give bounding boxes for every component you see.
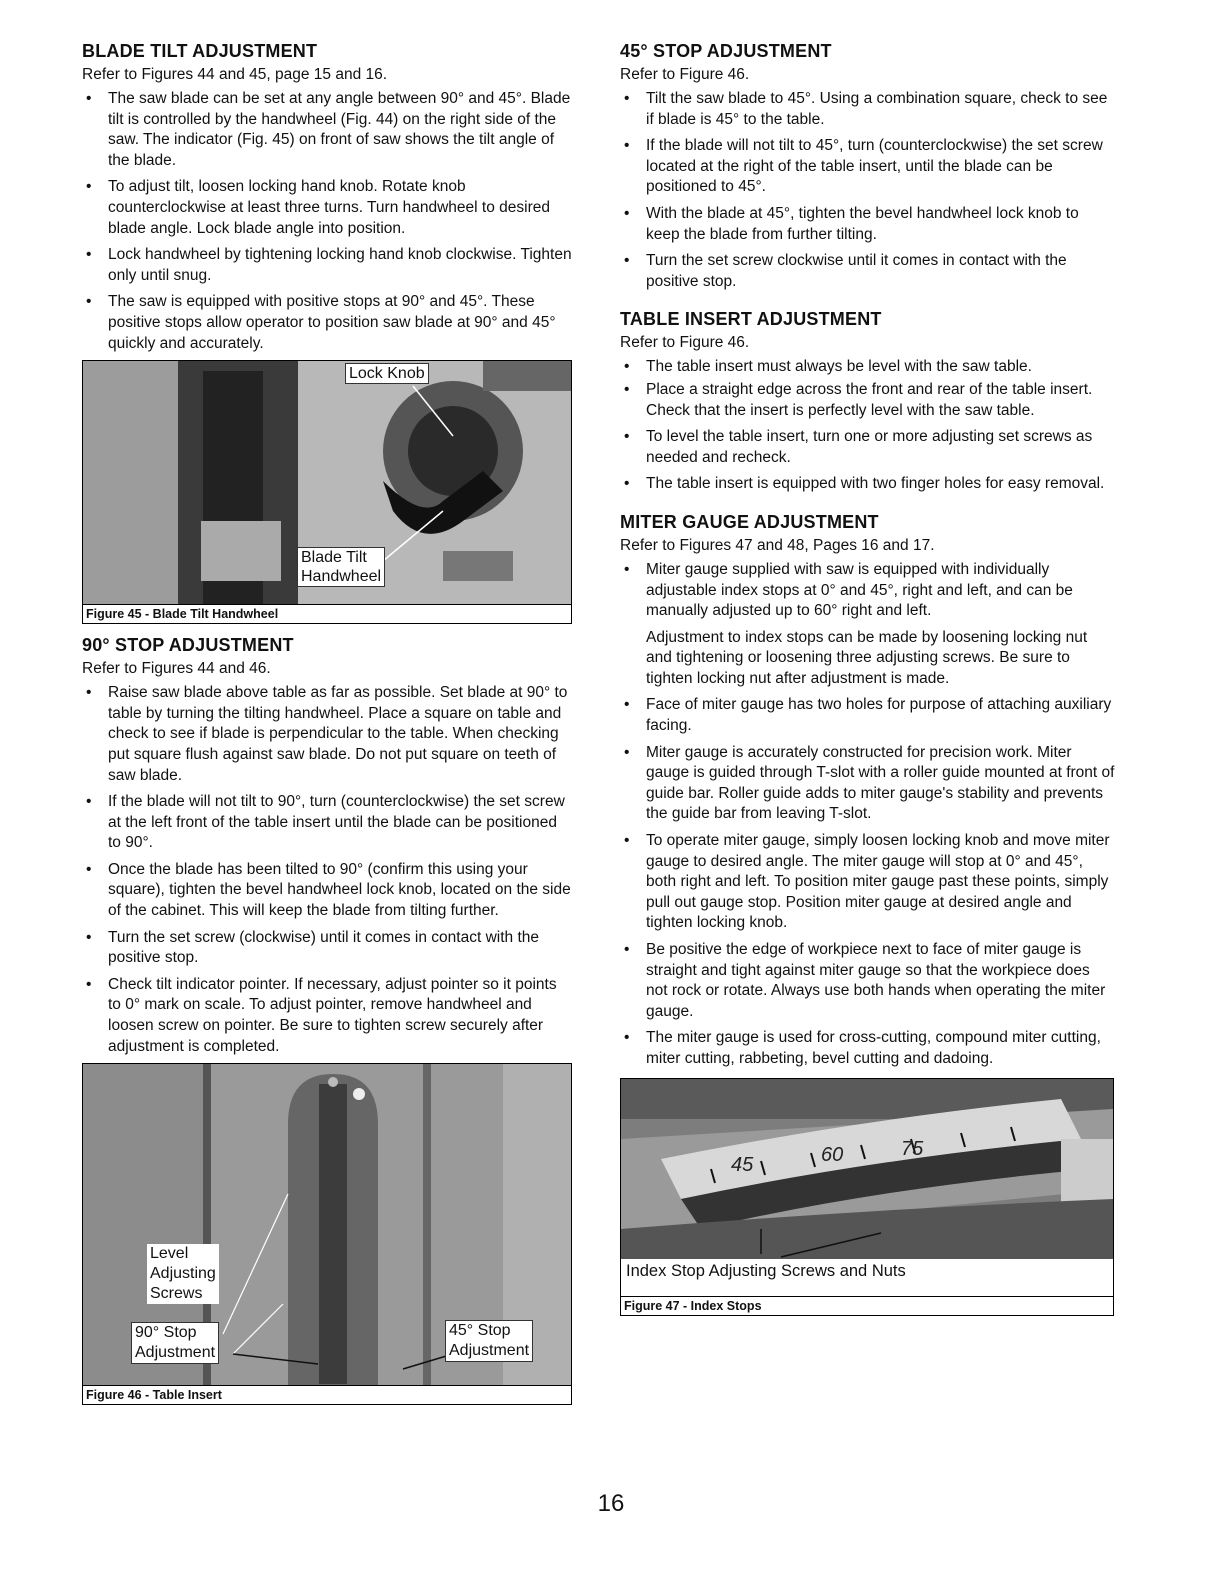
figure-45-caption: Figure 45 - Blade Tilt Handwheel	[83, 604, 571, 623]
list-item: • Turn the set screw (clockwise) until it comes in contact with the positive stop.	[86, 928, 539, 967]
stop90-heading: 90° STOP ADJUSTMENT	[82, 635, 294, 656]
table-insert-ref: Refer to Figure 46.	[620, 334, 750, 352]
left-column	[82, 40, 572, 1405]
list-item: • Once the blade has been tilted to 90° (confirm this using your square), tighten the bevel handwheel lock knob, located on the side of the cabinet. This will keep the blade from tilting further.	[86, 860, 571, 920]
blade-tilt-list	[82, 89, 572, 354]
list-item: • Place a straight edge across the front and rear of the table insert. Check that the insert is perfectly level with the saw table.	[624, 380, 1093, 419]
blade-tilt-ref: Refer to Figures 44 and 45, page 15 and 16.	[82, 66, 388, 83]
blade-tilt-heading: BLADE TILT ADJUSTMENT	[82, 41, 318, 61]
scale-label-45: 45	[731, 1153, 754, 1176]
stop90-list	[82, 683, 572, 1057]
list-item: • The saw blade can be set at any angle between 90° and 45°. Blade tilt is controlled by the handwheel (Fig. 44) on the right side of the saw. The indicator (Fig. 45) on front of saw shows the tilt angle of the blade.	[86, 90, 571, 169]
miter-list-2	[620, 695, 1115, 1069]
table-insert-list	[620, 357, 1115, 495]
list-item: • With the blade at 45°, tighten the bevel handwheel lock knob to keep the blade from further tilting.	[624, 204, 1079, 243]
list-item: • Miter gauge is accurately constructed for precision work. Miter gauge is guided through T-slot with a roller guide mounted at front of guide bar. Roller guide adds to miter gauge's stability and prevents the guide bar from leaving T-slot.	[624, 743, 1115, 823]
index-stop-label: Index Stop Adjusting Screws and Nuts	[623, 1261, 909, 1281]
level-screws-label: Level Adjusting Screws	[147, 1244, 219, 1304]
list-item: • Check tilt indicator pointer. If necessary, adjust pointer so it points to 0° mark on scale. To adjust pointer, remove handwheel and loosen screw on pointer. Be sure to tighten screw securely after adjustment is completed.	[86, 975, 557, 1055]
list-item: • Be positive the edge of workpiece next to face of miter gauge is straight and tight against miter gauge so that the workpiece does not rock or rotate. Always use both hands when operating the miter gauge.	[624, 941, 1106, 1020]
figure-47	[620, 1078, 1114, 1316]
list-item: • The saw is equipped with positive stops at 90° and 45°. These positive stops allow operator to position saw blade at 90° and 45° quickly and accurately.	[86, 293, 556, 352]
list-item: • The table insert must always be level with the saw table.	[624, 358, 1032, 376]
list-item: • If the blade will not tilt to 45°, turn (counterclockwise) the set screw located at the right of the table insert, until the blade can be positioned to 45°.	[624, 137, 1103, 196]
lock-knob-label: Lock Knob	[345, 363, 429, 384]
list-item: • If the blade will not tilt to 90°, turn (counterclockwise) the set screw at the left front of the table insert until the blade can be positioned to 90°.	[86, 793, 565, 852]
figure-45	[82, 360, 572, 624]
miter-paragraph: Adjustment to index stops can be made by loosening locking nut and tightening or loosening three adjusting screws. Be sure to tighten locking nut after adjustment is made.	[646, 628, 1088, 687]
blade-tilt-handwheel-label: Blade Tilt Handwheel	[297, 547, 385, 587]
list-item: • To operate miter gauge, simply loosen locking knob and move miter gauge to desired angle. The miter gauge will stop at 0° and 45°, both right and left. To position miter gauge past these points, simply pull out gauge stop. Position miter gauge at desired angle and tighten locking knob.	[624, 832, 1110, 932]
stop45-ref: Refer to Figure 46.	[620, 66, 750, 83]
list-item: • Miter gauge supplied with saw is equipped with individually adjustable index stops at 0° and 45°, right and left, and can be manually adjusted up to 60° right and left.	[624, 560, 1073, 620]
list-item: • Raise saw blade above table as far as possible. Set blade at 90° to table by turning the tilting handwheel. Place a square on table and check to see if blade is perpendicular to the table. When checking put square flush against saw blade. Do not put square on teeth of saw blade.	[86, 684, 568, 784]
stop45-heading: 45° STOP ADJUSTMENT	[620, 41, 832, 61]
list-item: • The miter gauge is used for cross-cutting, compound miter cutting, miter cutting, rabbeting, bevel cutting and dadoing.	[624, 1029, 1101, 1067]
right-column	[620, 40, 1115, 1316]
stop45-label: 45° Stop Adjustment	[445, 1320, 533, 1362]
scale-label-60: 60	[821, 1143, 844, 1166]
miter-ref: Refer to Figures 47 and 48, Pages 16 and 17.	[620, 536, 935, 554]
miter-heading: MITER GAUGE ADJUSTMENT	[620, 511, 879, 532]
miter-list	[620, 560, 1115, 622]
list-item: • To level the table insert, turn one or more adjusting set screws as needed and recheck.	[624, 428, 1093, 466]
list-item: • Turn the set screw clockwise until it comes in contact with the positive stop.	[624, 252, 1067, 290]
figure-46	[82, 1063, 572, 1405]
list-item: • The table insert is equipped with two finger holes for easy removal.	[624, 475, 1105, 493]
page-number: 16	[597, 1490, 625, 1517]
stop90-ref: Refer to Figures 44 and 46.	[82, 660, 271, 678]
figure-46-caption: Figure 46 - Table Insert	[83, 1385, 571, 1404]
list-item: • Face of miter gauge has two holes for purpose of attaching auxiliary facing.	[624, 696, 1112, 735]
table-insert-heading: TABLE INSERT ADJUSTMENT	[620, 309, 882, 330]
stop90-label: 90° Stop Adjustment	[131, 1322, 219, 1364]
list-item: • To adjust tilt, loosen locking hand knob. Rotate knob counterclockwise at least three turns. Turn handwheel to desired blade angle. Lock blade angle into position.	[86, 178, 550, 237]
list-item: • Lock handwheel by tightening locking hand knob clockwise. Tighten only until snug.	[86, 246, 572, 284]
scale-label-75: 75	[901, 1137, 924, 1160]
figure-47-caption: Figure 47 - Index Stops	[621, 1296, 1113, 1315]
list-item: • Tilt the saw blade to 45°. Using a combination square, check to see if blade is 45° to the table.	[624, 90, 1108, 128]
stop45-list	[620, 89, 1115, 292]
